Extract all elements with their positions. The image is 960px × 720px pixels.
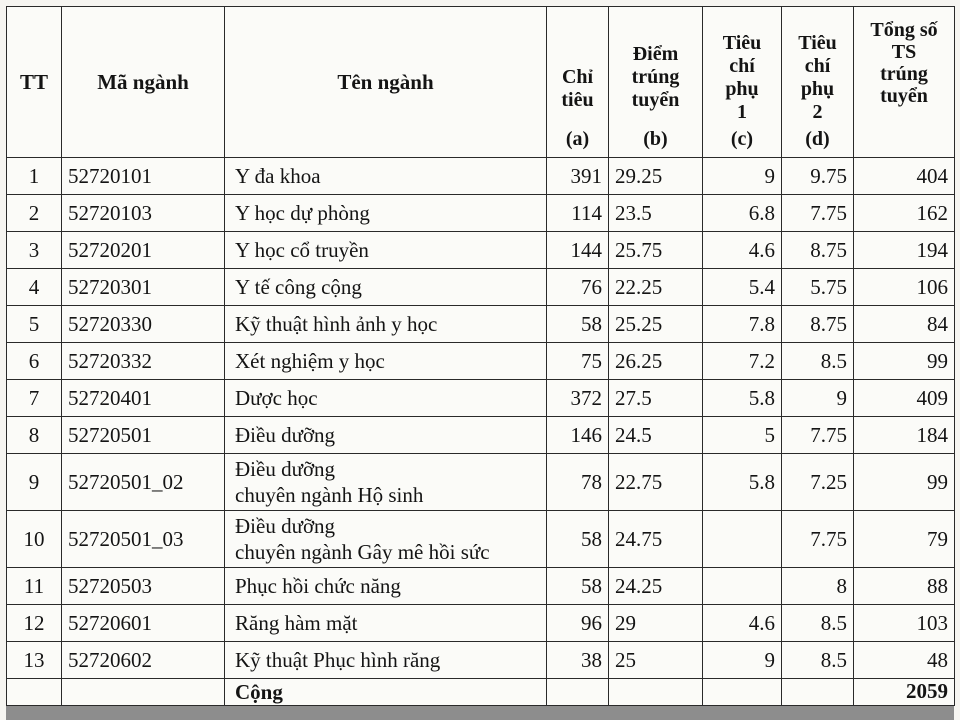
cell-tong-so-ts: 184 — [854, 417, 955, 454]
cell-ma-nganh: 52720201 — [62, 232, 225, 269]
table-row — [7, 306, 955, 343]
header-chi-tieu-label: Chỉ tiêu — [561, 66, 594, 111]
cell-ma-nganh: 52720501_02 — [62, 454, 225, 511]
cell-ten-nganh — [225, 568, 547, 605]
header-diem-label: Điểm trúng tuyển — [631, 43, 680, 111]
ten-nganh-line: Kỹ thuật Phục hình răng — [235, 648, 441, 672]
cell-diem-trung-tuyen: 27.5 — [609, 380, 703, 417]
cell-chi-tieu: 144 — [547, 232, 609, 269]
table-row — [7, 454, 955, 511]
table-row — [7, 343, 955, 380]
cell-diem-trung-tuyen: 25 — [609, 642, 703, 679]
cell-ten-nganh — [225, 380, 547, 417]
cell-tong-so-ts: 48 — [854, 642, 955, 679]
ten-nganh-line: Xét nghiệm y học — [235, 349, 385, 373]
cell-tieu-chi-phu-2: 8.75 — [782, 306, 854, 343]
cell-tieu-chi-phu-2: 7.75 — [782, 417, 854, 454]
cell-ma-nganh: 52720301 — [62, 269, 225, 306]
cell-chi-tieu: 58 — [547, 568, 609, 605]
cell-diem-trung-tuyen: 24.75 — [609, 511, 703, 568]
ten-nganh-line: Phục hồi chức năng — [235, 574, 401, 598]
header-tc1-letter: (c) — [730, 128, 754, 150]
total-value: 2059 — [854, 679, 955, 706]
header-chi-tieu-letter: (a) — [565, 128, 590, 150]
cell-tieu-chi-phu-1: 5.4 — [703, 269, 782, 306]
ten-nganh-line: Kỹ thuật hình ảnh y học — [235, 312, 438, 336]
cell-diem-trung-tuyen: 26.25 — [609, 343, 703, 380]
total-tc2-cell — [782, 679, 854, 706]
header-ten-nganh: Tên ngành — [225, 7, 547, 158]
cell-tong-so-ts: 409 — [854, 380, 955, 417]
total-ma-cell — [62, 679, 225, 706]
cell-ma-nganh: 52720501_03 — [62, 511, 225, 568]
cell-tt: 5 — [7, 306, 62, 343]
header-tieu-chi-phu-1 — [703, 7, 782, 158]
cell-ma-nganh: 52720602 — [62, 642, 225, 679]
cell-tong-so-ts: 88 — [854, 568, 955, 605]
cell-diem-trung-tuyen: 22.75 — [609, 454, 703, 511]
cell-ten-nganh — [225, 158, 547, 195]
cell-ten-nganh — [225, 417, 547, 454]
total-tt-cell — [7, 679, 62, 706]
total-chi-tieu-cell — [547, 679, 609, 706]
cell-ten-nganh — [225, 306, 547, 343]
cell-tieu-chi-phu-1: 5 — [703, 417, 782, 454]
header-diem-trung-tuyen — [609, 7, 703, 158]
cell-ma-nganh: 52720103 — [62, 195, 225, 232]
ten-nganh-line: Y đa khoa — [235, 164, 321, 188]
cell-tieu-chi-phu-1: 4.6 — [703, 605, 782, 642]
cell-diem-trung-tuyen: 29 — [609, 605, 703, 642]
cell-ma-nganh: 52720501 — [62, 417, 225, 454]
cell-tong-so-ts: 79 — [854, 511, 955, 568]
ten-nganh-line: chuyên ngành Hộ sinh — [235, 483, 424, 507]
table-row — [7, 605, 955, 642]
cell-tieu-chi-phu-2: 8 — [782, 568, 854, 605]
cell-tieu-chi-phu-2: 7.25 — [782, 454, 854, 511]
cell-ten-nganh — [225, 511, 547, 568]
table-row — [7, 568, 955, 605]
cell-ma-nganh: 52720330 — [62, 306, 225, 343]
ten-nganh-line: Dược học — [235, 386, 318, 410]
header-tc2-label: Tiêu chí phụ 2 — [798, 32, 837, 123]
ten-nganh-line: Y học cổ truyền — [235, 238, 369, 262]
header-tieu-chi-phu-2 — [782, 7, 854, 158]
cell-ten-nganh — [225, 269, 547, 306]
total-tc1-cell — [703, 679, 782, 706]
cell-diem-trung-tuyen: 24.25 — [609, 568, 703, 605]
table-row — [7, 380, 955, 417]
cell-tieu-chi-phu-2: 8.5 — [782, 642, 854, 679]
cell-tieu-chi-phu-1: 9 — [703, 642, 782, 679]
table-row — [7, 417, 955, 454]
table-body — [7, 158, 955, 679]
cell-diem-trung-tuyen: 25.75 — [609, 232, 703, 269]
cell-ten-nganh — [225, 232, 547, 269]
cell-tt: 13 — [7, 642, 62, 679]
cell-chi-tieu: 58 — [547, 511, 609, 568]
header-tc2-letter: (d) — [805, 128, 830, 150]
cell-tieu-chi-phu-2: 8.75 — [782, 232, 854, 269]
cell-tt: 1 — [7, 158, 62, 195]
header-ma-nganh: Mã ngành — [62, 7, 225, 158]
cell-chi-tieu: 391 — [547, 158, 609, 195]
table-row — [7, 158, 955, 195]
cell-chi-tieu: 75 — [547, 343, 609, 380]
cell-tt: 7 — [7, 380, 62, 417]
cell-tieu-chi-phu-1 — [703, 511, 782, 568]
cell-tieu-chi-phu-2: 9.75 — [782, 158, 854, 195]
cell-tieu-chi-phu-2: 7.75 — [782, 511, 854, 568]
cell-tt: 9 — [7, 454, 62, 511]
admission-results-document — [6, 6, 954, 720]
cell-tt: 4 — [7, 269, 62, 306]
cell-ten-nganh — [225, 454, 547, 511]
table-row — [7, 195, 955, 232]
cell-tt: 6 — [7, 343, 62, 380]
ten-nganh-line: Răng hàm mặt — [235, 611, 358, 635]
cell-tong-so-ts: 162 — [854, 195, 955, 232]
cell-chi-tieu: 78 — [547, 454, 609, 511]
cell-tt: 2 — [7, 195, 62, 232]
cell-tieu-chi-phu-1: 7.2 — [703, 343, 782, 380]
cell-tong-so-ts: 99 — [854, 454, 955, 511]
cell-tong-so-ts: 194 — [854, 232, 955, 269]
cell-ma-nganh: 52720503 — [62, 568, 225, 605]
cell-tieu-chi-phu-2: 8.5 — [782, 343, 854, 380]
table-row — [7, 511, 955, 568]
cell-chi-tieu: 146 — [547, 417, 609, 454]
cell-ma-nganh: 52720101 — [62, 158, 225, 195]
header-tc1-label: Tiêu chí phụ 1 — [722, 32, 762, 123]
total-label: Cộng — [225, 679, 547, 706]
cell-tt: 10 — [7, 511, 62, 568]
cell-tong-so-ts: 404 — [854, 158, 955, 195]
cell-tieu-chi-phu-2: 7.75 — [782, 195, 854, 232]
ten-nganh-line: chuyên ngành Gây mê hồi sức — [235, 540, 490, 564]
cell-diem-trung-tuyen: 22.25 — [609, 269, 703, 306]
ten-nganh-line: Điều dưỡng — [235, 457, 336, 481]
total-diem-cell — [609, 679, 703, 706]
cell-ma-nganh: 52720401 — [62, 380, 225, 417]
cell-tieu-chi-phu-2: 8.5 — [782, 605, 854, 642]
bottom-edge-bar — [6, 706, 954, 720]
header-tt: TT — [7, 7, 62, 158]
cell-tieu-chi-phu-2: 5.75 — [782, 269, 854, 306]
cell-ten-nganh — [225, 605, 547, 642]
cell-chi-tieu: 96 — [547, 605, 609, 642]
cell-tieu-chi-phu-1: 6.8 — [703, 195, 782, 232]
cell-diem-trung-tuyen: 25.25 — [609, 306, 703, 343]
cell-tieu-chi-phu-2: 9 — [782, 380, 854, 417]
header-row — [7, 7, 955, 158]
ten-nganh-line: Y học dự phòng — [235, 201, 370, 225]
cell-ten-nganh — [225, 343, 547, 380]
cell-tong-so-ts: 106 — [854, 269, 955, 306]
cell-tt: 8 — [7, 417, 62, 454]
cell-tieu-chi-phu-1 — [703, 568, 782, 605]
cell-chi-tieu: 38 — [547, 642, 609, 679]
cell-tt: 12 — [7, 605, 62, 642]
table-row — [7, 642, 955, 679]
cell-tong-so-ts: 84 — [854, 306, 955, 343]
cell-tieu-chi-phu-1: 5.8 — [703, 454, 782, 511]
ten-nganh-line: Điều dưỡng — [235, 423, 336, 447]
table-row — [7, 269, 955, 306]
ten-nganh-line: Điều dưỡng — [235, 514, 336, 538]
table-row — [7, 232, 955, 269]
cell-ma-nganh: 52720332 — [62, 343, 225, 380]
ten-nganh-line: Y tế công cộng — [235, 275, 362, 299]
cell-diem-trung-tuyen: 29.25 — [609, 158, 703, 195]
cell-diem-trung-tuyen: 23.5 — [609, 195, 703, 232]
cell-ma-nganh: 52720601 — [62, 605, 225, 642]
cell-diem-trung-tuyen: 24.5 — [609, 417, 703, 454]
header-tong-so-ts — [854, 7, 955, 158]
cell-tieu-chi-phu-1: 4.6 — [703, 232, 782, 269]
cell-tieu-chi-phu-1: 5.8 — [703, 380, 782, 417]
cell-tt: 3 — [7, 232, 62, 269]
cell-ten-nganh — [225, 195, 547, 232]
cell-tt: 11 — [7, 568, 62, 605]
header-chi-tieu — [547, 7, 609, 158]
cell-chi-tieu: 58 — [547, 306, 609, 343]
header-diem-letter: (b) — [643, 128, 668, 150]
cell-ten-nganh — [225, 642, 547, 679]
cell-tong-so-ts: 103 — [854, 605, 955, 642]
header-tong-label: Tổng số TS trúng tuyển — [870, 19, 938, 107]
cell-chi-tieu: 76 — [547, 269, 609, 306]
total-row — [7, 679, 955, 706]
cell-tieu-chi-phu-1: 7.8 — [703, 306, 782, 343]
admission-table — [6, 6, 955, 706]
cell-chi-tieu: 114 — [547, 195, 609, 232]
cell-tieu-chi-phu-1: 9 — [703, 158, 782, 195]
cell-tong-so-ts: 99 — [854, 343, 955, 380]
cell-chi-tieu: 372 — [547, 380, 609, 417]
